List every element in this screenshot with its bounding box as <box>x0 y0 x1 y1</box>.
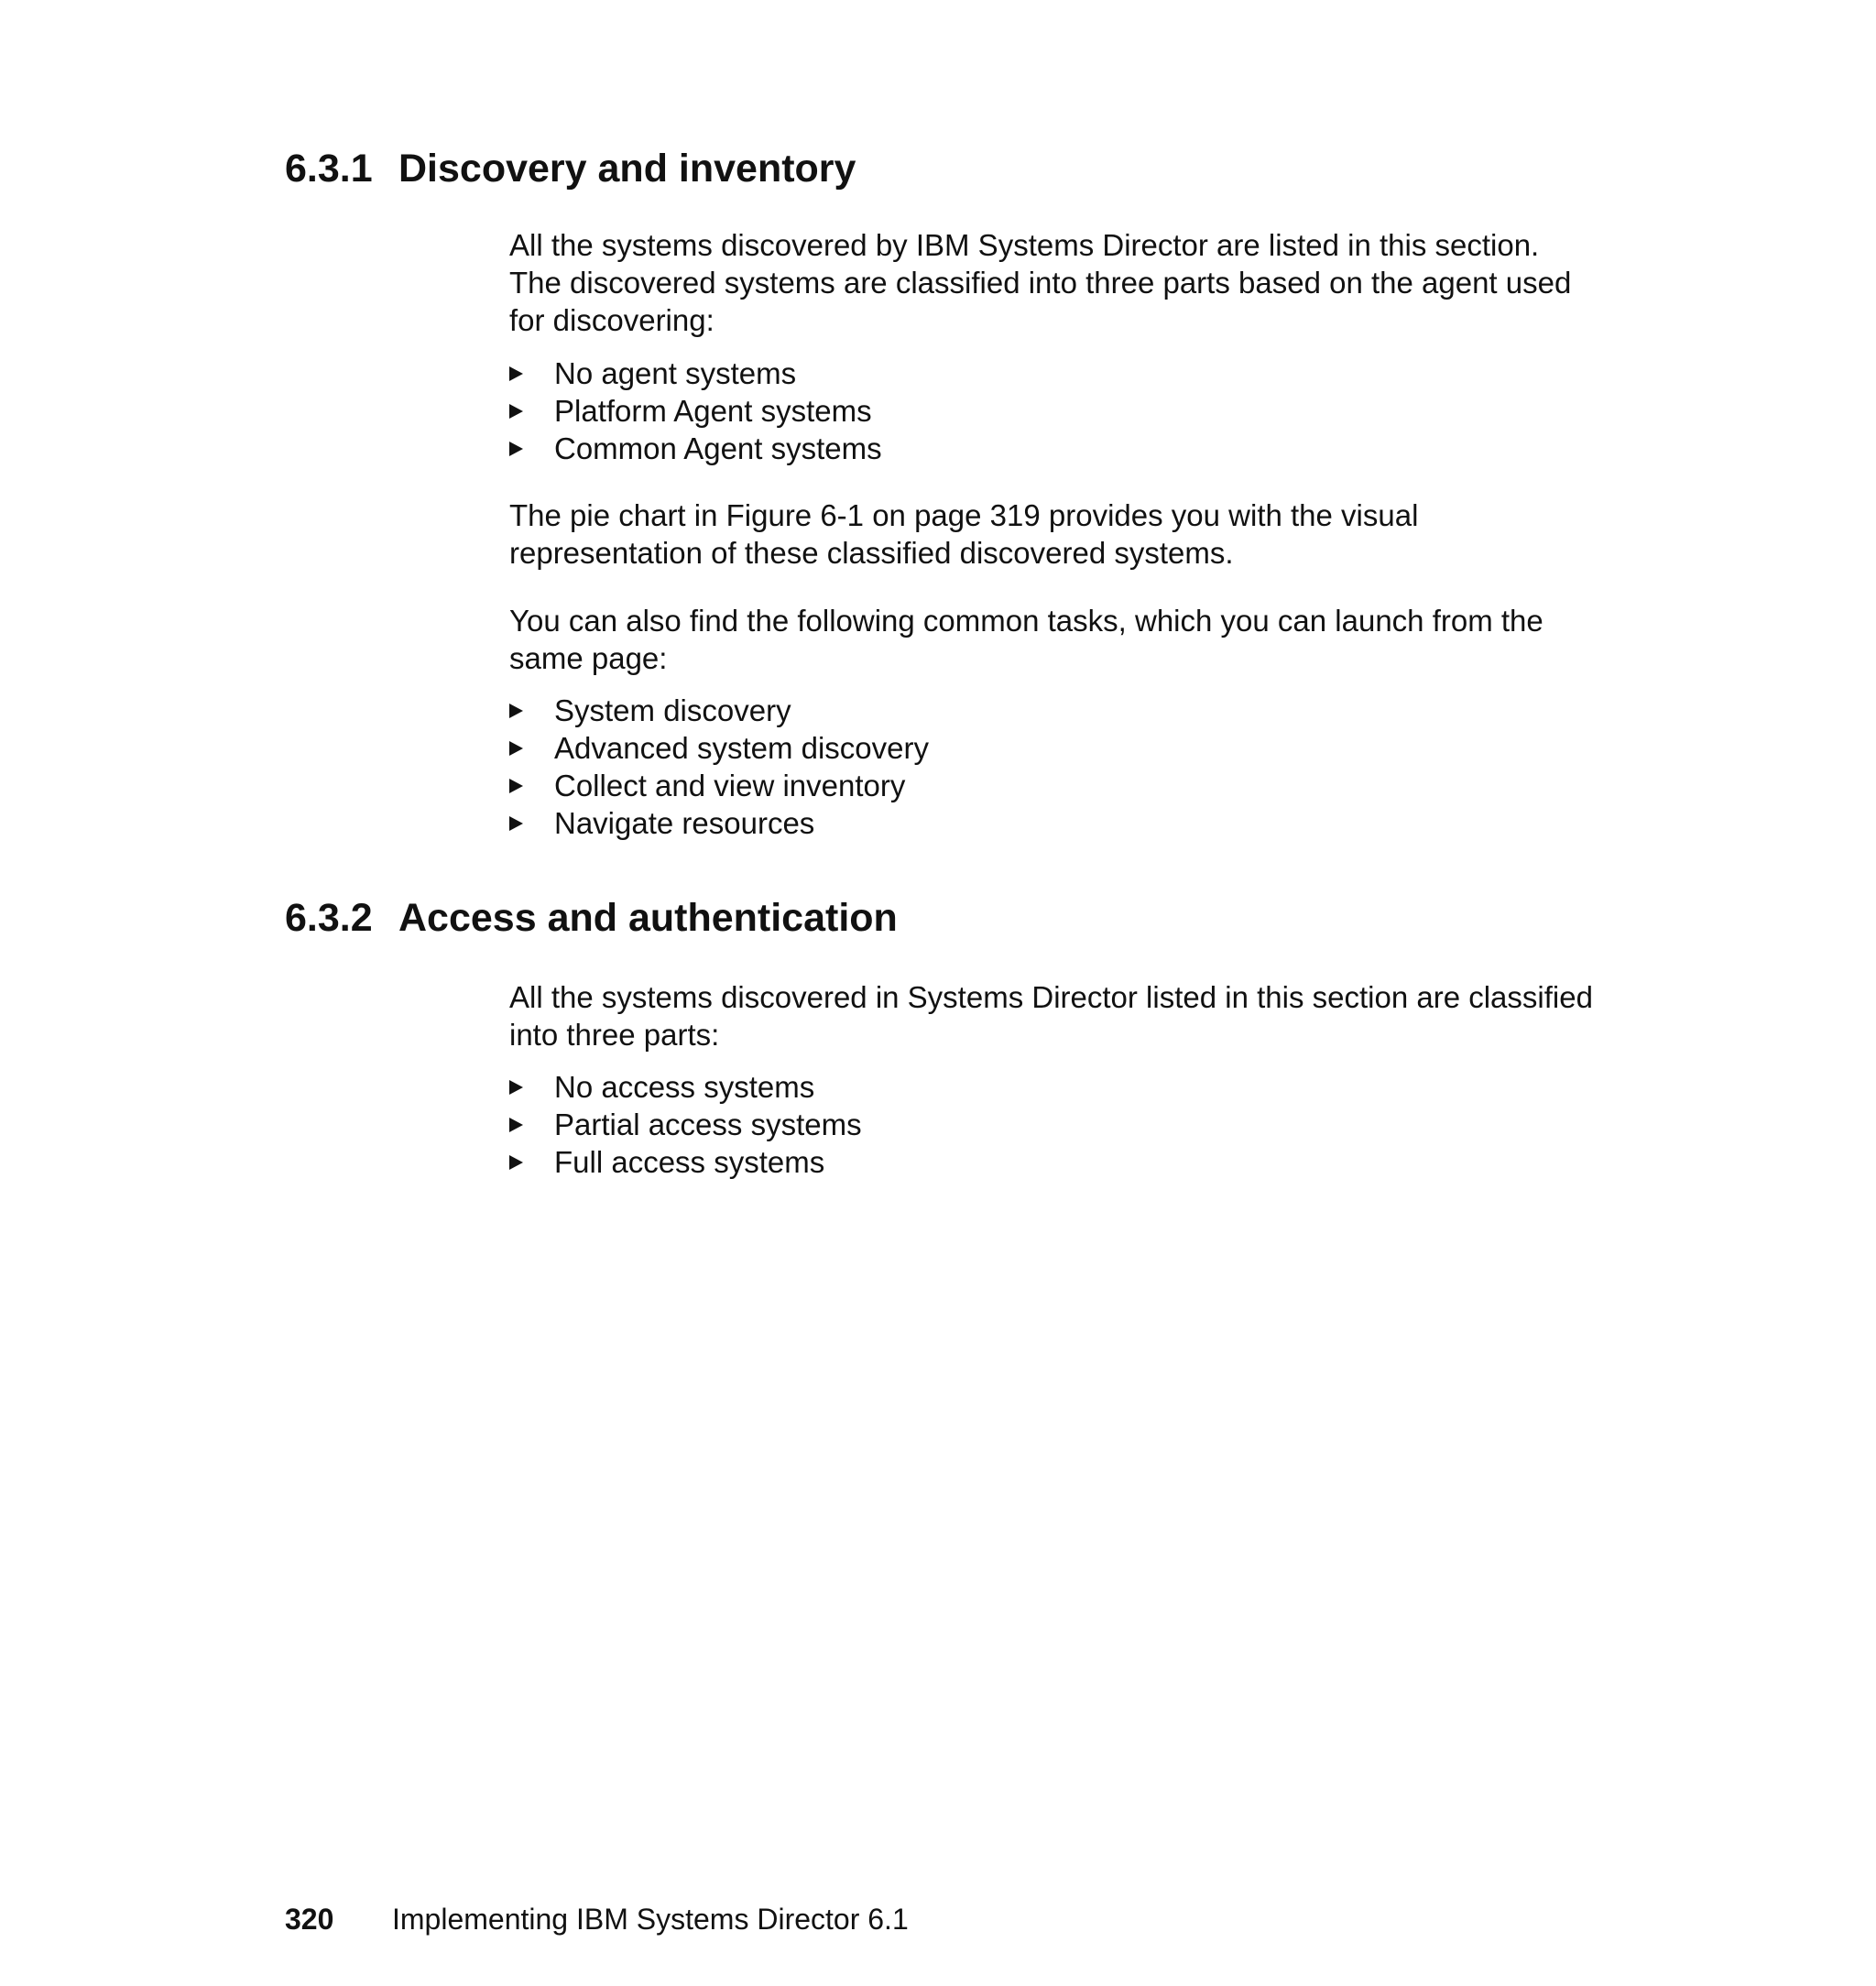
tasks-intro-paragraph <box>509 602 1663 677</box>
list-item-text: Full access systems <box>554 1145 825 1179</box>
triangle-bullet-icon <box>509 1118 523 1132</box>
section-heading-discovery <box>285 145 856 192</box>
list-item <box>509 1143 1663 1181</box>
list-item-text: System discovery <box>554 693 791 727</box>
page-footer <box>285 1901 909 1937</box>
section-title: Discovery and inventory <box>398 147 856 191</box>
triangle-bullet-icon <box>509 704 523 718</box>
list-item-text: No agent systems <box>554 356 797 390</box>
paragraph-line: representation of these classified discovered systems. <box>509 536 1234 570</box>
access-types-list <box>509 1068 1663 1181</box>
list-item <box>509 767 1663 804</box>
triangle-bullet-icon <box>509 779 523 793</box>
triangle-bullet-icon <box>509 816 523 831</box>
list-item-text: Platform Agent systems <box>554 394 872 428</box>
section-number: 6.3.1 <box>285 147 373 191</box>
page-number: 320 <box>285 1903 334 1936</box>
paragraph-line: The pie chart in Figure 6-1 on page 319 provides you with the visual <box>509 498 1419 532</box>
section-number: 6.3.2 <box>285 896 373 940</box>
book-title: Implementing IBM Systems Director 6.1 <box>392 1903 909 1936</box>
pie-chart-paragraph <box>509 496 1663 572</box>
triangle-bullet-icon <box>509 404 523 419</box>
section-title: Access and authentication <box>398 896 898 940</box>
list-item-text: Navigate resources <box>554 806 815 840</box>
access-intro-paragraph <box>509 978 1663 1053</box>
triangle-bullet-icon <box>509 1080 523 1095</box>
list-item-text: Advanced system discovery <box>554 731 930 765</box>
triangle-bullet-icon <box>509 366 523 381</box>
agent-types-list <box>509 355 1663 467</box>
paragraph-line: for discovering: <box>509 303 714 337</box>
paragraph-line: You can also find the following common tasks, which you can launch from the <box>509 604 1543 638</box>
list-item-text: No access systems <box>554 1070 815 1104</box>
triangle-bullet-icon <box>509 1155 523 1170</box>
list-item <box>509 1068 1663 1106</box>
list-item <box>509 729 1663 767</box>
list-item <box>509 804 1663 842</box>
list-item-text: Collect and view inventory <box>554 769 906 802</box>
paragraph-line: The discovered systems are classified into three parts based on the agent used <box>509 266 1572 300</box>
triangle-bullet-icon <box>509 741 523 756</box>
list-item <box>509 1106 1663 1143</box>
list-item <box>509 430 1663 467</box>
list-item-text: Common Agent systems <box>554 431 882 465</box>
list-item <box>509 692 1663 729</box>
paragraph-line: same page: <box>509 641 668 675</box>
paragraph-line: into three parts: <box>509 1018 720 1052</box>
list-item <box>509 392 1663 430</box>
list-item <box>509 355 1663 392</box>
paragraph-line: All the systems discovered in Systems Director listed in this section are classified <box>509 980 1593 1014</box>
paragraph-line: All the systems discovered by IBM Systems Director are listed in this section. <box>509 228 1540 262</box>
section-heading-access <box>285 894 898 942</box>
triangle-bullet-icon <box>509 442 523 456</box>
list-item-text: Partial access systems <box>554 1108 862 1141</box>
tasks-list <box>509 692 1663 842</box>
discovery-intro-paragraph <box>509 226 1663 339</box>
